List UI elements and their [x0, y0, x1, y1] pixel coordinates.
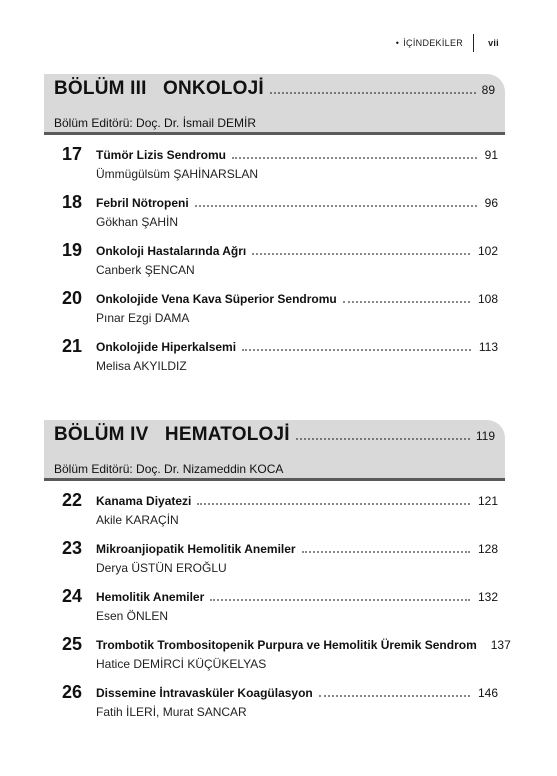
leader-dots — [302, 550, 470, 553]
section-title: BÖLÜM III ONKOLOJİ — [54, 78, 264, 99]
page-number: vii — [488, 38, 499, 48]
chapter-title[interactable]: Hemolitik Anemiler — [96, 590, 205, 604]
chapter-number: 25 — [62, 634, 83, 654]
leader-dots — [242, 348, 471, 351]
chapter-page: 121 — [477, 494, 498, 508]
section-rule — [44, 132, 505, 135]
chapter-number: 26 — [62, 682, 83, 702]
chapter-title[interactable]: Kanama Diyatezi — [96, 494, 192, 508]
chapter-number: 19 — [62, 240, 83, 260]
chapter-number: 23 — [62, 538, 83, 558]
chapter-title[interactable]: Onkolojide Vena Kava Süperior Sendromu — [96, 292, 337, 306]
leader-dots — [210, 598, 470, 601]
chapter-title[interactable]: Mikroanjiopatik Hemolitik Anemiler — [96, 542, 296, 556]
chapter-page: 146 — [477, 686, 498, 700]
chapter-title[interactable]: Tümör Lizis Sendromu — [96, 148, 227, 162]
chapter-number: 17 — [62, 144, 83, 164]
chapter-author: Pınar Ezgi DAMA — [96, 311, 190, 325]
chapter-title[interactable]: Febril Nötropeni — [96, 196, 189, 210]
leader-dots — [252, 252, 470, 255]
chapter-title[interactable]: Trombotik Trombositopenik Purpura ve Hemolitik Üremik Sendrom — [96, 638, 477, 652]
chapter-title[interactable]: Onkoloji Hastalarında Ağrı — [96, 244, 247, 258]
leader-dots — [195, 204, 477, 207]
bullet-icon: • — [395, 38, 400, 48]
chapter-number: 18 — [62, 192, 83, 212]
section-editor: Bölüm Editörü: Doç. Dr. İsmail DEMİR — [54, 116, 257, 130]
section-title: BÖLÜM IV HEMATOLOJİ — [54, 424, 290, 445]
section-page: 119 — [475, 429, 495, 443]
leader-dots — [197, 502, 470, 505]
chapter-page: 137 — [490, 638, 511, 652]
chapter-page: 128 — [477, 542, 498, 556]
leader-dots — [296, 437, 470, 440]
section-header — [44, 420, 505, 478]
chapter-author: Ümmügülsüm ŞAHİNARSLAN — [96, 167, 259, 181]
chapter-author: Melisa AKYILDIZ — [96, 359, 187, 373]
header-divider — [473, 34, 474, 52]
chapter-author: Fatih İLERİ, Murat SANCAR — [96, 705, 247, 719]
chapter-page: 132 — [477, 590, 498, 604]
leader-dots — [232, 156, 477, 159]
section-oncology — [44, 74, 505, 135]
chapter-title[interactable]: Dissemine İntravasküler Koagülasyon — [96, 686, 313, 700]
chapter-number: 24 — [62, 586, 83, 606]
section-header — [44, 74, 505, 132]
chapter-number: 20 — [62, 288, 83, 308]
chapter-page: 91 — [484, 148, 498, 162]
section-editor: Bölüm Editörü: Doç. Dr. Nizameddin KOCA — [54, 462, 284, 476]
chapter-author: Akile KARAÇİN — [96, 513, 179, 527]
chapter-title[interactable]: Onkolojide Hiperkalsemi — [96, 340, 237, 354]
section-hematology — [44, 420, 505, 481]
running-header — [396, 34, 499, 52]
chapter-author: Gökhan ŞAHİN — [96, 215, 179, 229]
section-page: 89 — [481, 83, 495, 97]
leader-dots — [343, 300, 470, 303]
chapter-page: 113 — [478, 340, 498, 354]
chapter-number: 21 — [62, 336, 83, 356]
header-label: İÇİNDEKİLER — [403, 38, 464, 48]
section-rule — [44, 478, 505, 481]
chapter-author: Canberk ŞENCAN — [96, 263, 195, 277]
chapter-page: 102 — [477, 244, 498, 258]
chapter-author: Hatice DEMİRCİ KÜÇÜKELYAS — [96, 657, 267, 671]
chapter-number: 22 — [62, 490, 83, 510]
leader-dots — [270, 91, 476, 94]
leader-dots — [319, 694, 470, 697]
chapter-page: 108 — [477, 292, 498, 306]
chapter-author: Derya ÜSTÜN EROĞLU — [96, 561, 227, 575]
chapter-author: Esen ÖNLEN — [96, 609, 169, 623]
chapter-page: 96 — [484, 196, 498, 210]
